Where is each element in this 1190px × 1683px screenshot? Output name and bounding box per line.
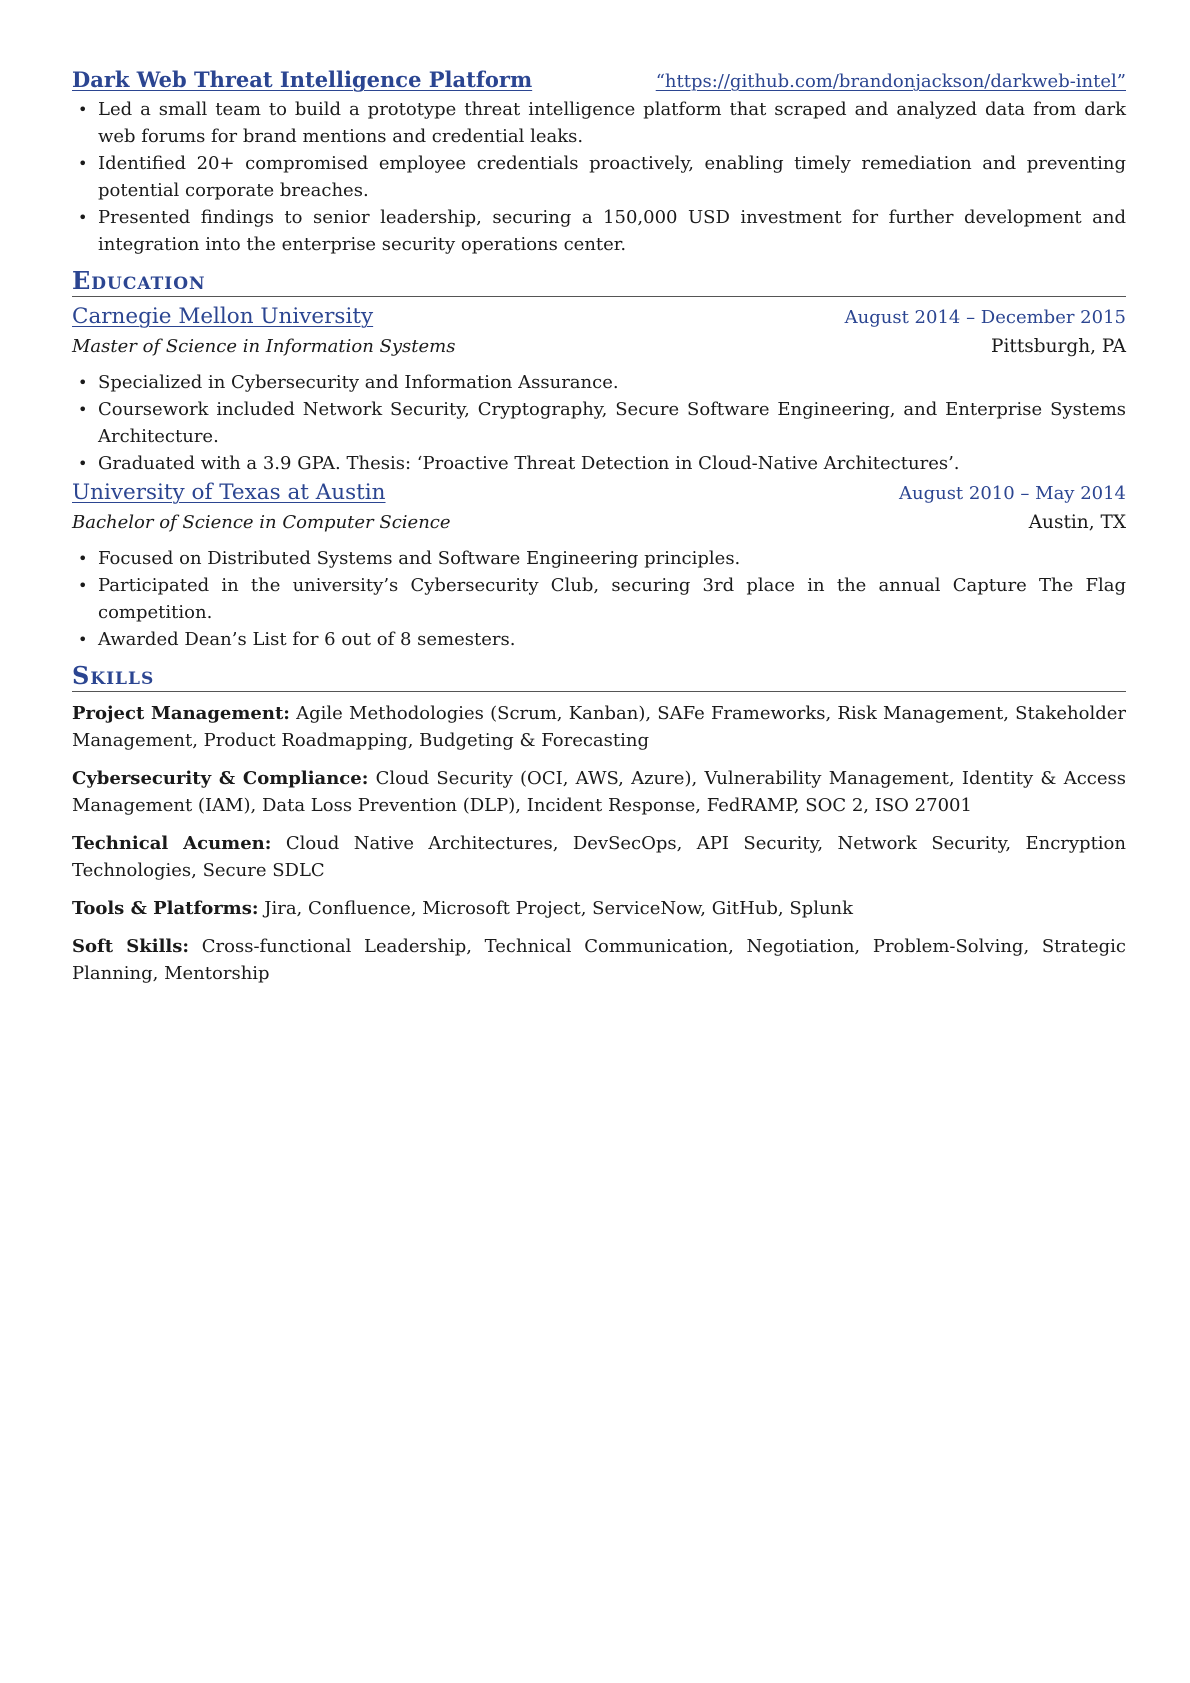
list-item: • Led a small team to build a prototype threat intelligence platform that scraped and analyzed data from dark web forums for brand mentions and credential leaks. bbox=[72, 96, 1126, 150]
education-location: Austin, TX bbox=[1028, 512, 1126, 533]
skill-label: Soft Skills: bbox=[72, 936, 190, 957]
skill-line bbox=[72, 933, 1126, 987]
education-entry-header bbox=[72, 301, 1126, 333]
education-bullets bbox=[72, 369, 1126, 477]
skill-line bbox=[72, 765, 1126, 819]
list-item: • Coursework included Network Security, Cryptography, Secure Software Engineering, and Enterprise Systems Architecture. bbox=[72, 396, 1126, 450]
skill-text: Jira, Confluence, Microsoft Project, ServiceNow, GitHub, Splunk bbox=[264, 898, 854, 919]
project-title-link[interactable]: Dark Web Threat Intelligence Platform bbox=[72, 67, 533, 92]
list-item: • Presented findings to senior leadership, securing a 150,000 USD investment for further development and integration into the enterprise security operations center. bbox=[72, 204, 1126, 258]
education-location: Pittsburgh, PA bbox=[991, 336, 1126, 357]
education-entry-subheader bbox=[72, 509, 1126, 537]
education-entry-header bbox=[72, 477, 1126, 509]
skill-line bbox=[72, 830, 1126, 884]
degree-title: Bachelor of Science in Computer Science bbox=[72, 512, 451, 533]
project-header bbox=[72, 64, 1126, 96]
list-item: • Participated in the university’s Cybersecurity Club, securing 3rd place in the annual Capture The Flag competition. bbox=[72, 572, 1126, 626]
education-entry-subheader bbox=[72, 333, 1126, 361]
skill-label: Project Management: bbox=[72, 703, 290, 724]
list-item: • Specialized in Cybersecurity and Information Assurance. bbox=[72, 369, 1126, 396]
skill-text: Agile Methodologies (Scrum, Kanban), SAFe Frameworks, Risk Management, Stakeholder Management, Product Roadmapping, Budgeting & Forecasting bbox=[72, 703, 1126, 751]
skill-label: Cybersecurity & Compliance: bbox=[72, 768, 369, 789]
skill-text: Cloud Native Architectures, DevSecOps, API Security, Network Security, Encryption Technologies, Secure SDLC bbox=[72, 833, 1126, 881]
education-dates: August 2010 – May 2014 bbox=[898, 483, 1126, 504]
project-bullets bbox=[72, 96, 1126, 258]
degree-title: Master of Science in Information Systems bbox=[72, 336, 456, 357]
skill-label: Tools & Platforms: bbox=[72, 898, 259, 919]
skill-line bbox=[72, 700, 1126, 754]
skill-label: Technical Acumen: bbox=[72, 833, 272, 854]
skill-text: Cloud Security (OCI, AWS, Azure), Vulnerability Management, Identity & Access Management (IAM), Data Loss Prevention (DLP), Incident Response, FedRAMP, SOC 2, ISO 27001 bbox=[72, 768, 1126, 816]
list-item: • Focused on Distributed Systems and Software Engineering principles. bbox=[72, 545, 1126, 572]
institution-link[interactable]: University of Texas at Austin bbox=[72, 480, 386, 505]
education-bullets bbox=[72, 545, 1126, 653]
skills-heading: Skills bbox=[72, 661, 1126, 692]
education-heading: Education bbox=[72, 266, 1126, 297]
education-entry-ut-austin bbox=[72, 477, 1126, 653]
list-item: • Identified 20+ compromised employee credentials proactively, enabling timely remediation and preventing potential corporate breaches. bbox=[72, 150, 1126, 204]
list-item: • Awarded Dean’s List for 6 out of 8 semesters. bbox=[72, 626, 1126, 653]
list-item: • Graduated with a 3.9 GPA. Thesis: ‘Proactive Threat Detection in Cloud-Native Architectures’. bbox=[72, 450, 1126, 477]
project-github-link[interactable]: “https://github.com/brandonjackson/darkweb-intel” bbox=[655, 71, 1126, 92]
skill-text: Cross-functional Leadership, Technical Communication, Negotiation, Problem-Solving, Strategic Planning, Mentorship bbox=[72, 936, 1126, 984]
education-entry-cmu bbox=[72, 301, 1126, 477]
education-dates: August 2014 – December 2015 bbox=[844, 307, 1126, 328]
resume-content bbox=[72, 64, 1126, 998]
skill-line bbox=[72, 895, 1126, 922]
institution-link[interactable]: Carnegie Mellon University bbox=[72, 304, 374, 329]
